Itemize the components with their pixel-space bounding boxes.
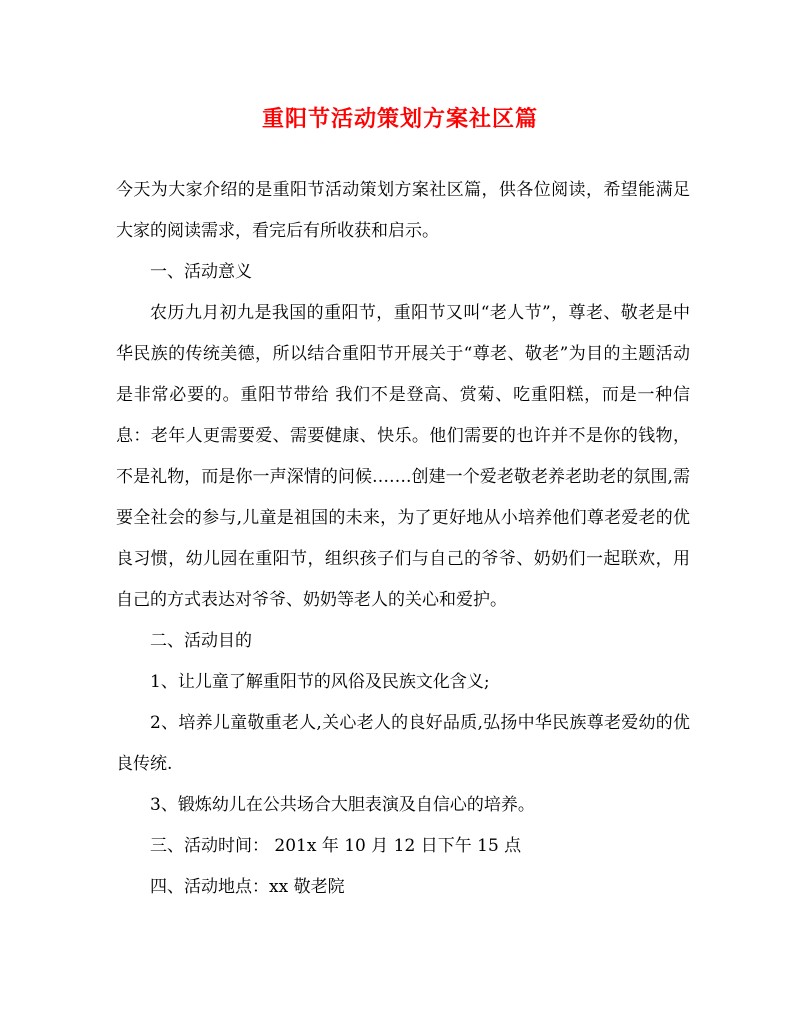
section4-location: 四、活动地点：xx 敬老院 — [150, 877, 345, 897]
section2-item-3: 3、锻炼幼儿在公共场合大胆表演及自信心的培养。 — [150, 795, 535, 815]
section1-body: 农历九月初九是我国的重阳节，重阳节又叫“老人节”，尊老、敬老是中华民族的传统美德，所以结合重阳节开展关于“尊老、敬老”为目的主题活动是非常必要的。重阳节带给 我们不是登高、赏菊、吃重阳糕，而是一种信息：老年人更需要爱、需要健康、快乐。他们需要的也许并不是你的钱物，不是礼物，而是你一声深情的问候…….创建一个爱老敬老养老助老的氛围,需要全社会的参与,儿童是祖国的未来，为了更好地从小培养他们尊老爱老的优良习惯，幼儿园在重阳节，组织孩子们与自己的爷爷、奶奶们一起联欢，用自己的方式表达对爷爷、奶奶等老人的关心和爱护。 — [116, 303, 690, 610]
section2-item-1: 1、让儿童了解重阳节的风俗及民族文化含义; — [150, 672, 490, 692]
section3-time: 三、活动时间： 201x 年 10 月 12 日下午 15 点 — [150, 836, 522, 856]
intro-paragraph: 今天为大家介绍的是重阳节活动策划方案社区篇，供各位阅读，希望能满足大家的阅读需求，看完后有所收获和启示。 — [116, 180, 690, 241]
section2-heading: 二、活动目的 — [150, 631, 252, 651]
section1-heading: 一、活动意义 — [150, 262, 252, 282]
section2-item-2: 2、培养儿童敬重老人,关心老人的良好品质,弘扬中华民族尊老爱幼的优良传统. — [116, 713, 690, 774]
document-body — [116, 170, 690, 908]
document-title: 重阳节活动策划方案社区篇 — [261, 106, 538, 132]
